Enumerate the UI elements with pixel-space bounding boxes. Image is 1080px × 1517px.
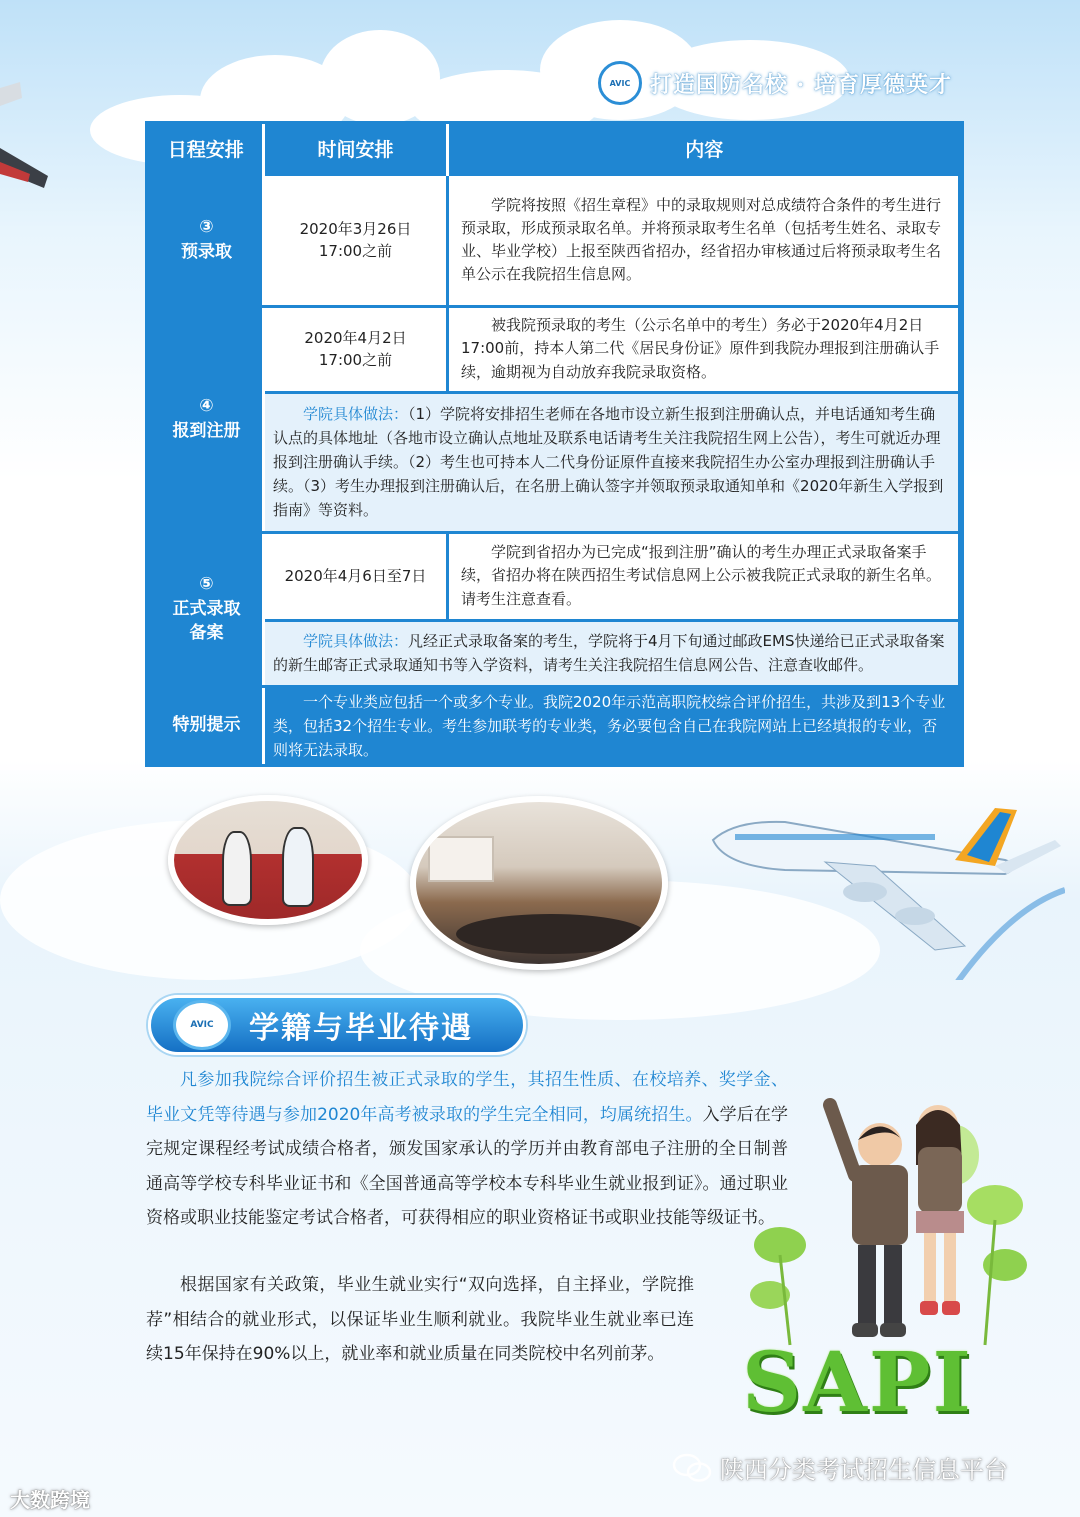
stage-pre-admission	[150, 174, 264, 306]
sapi-logo-text: SAPI	[742, 1335, 973, 1431]
stage-number: ③	[199, 217, 214, 238]
stage-filing	[150, 532, 264, 686]
airplane-icon	[705, 800, 1065, 980]
logo-text: AVIC	[190, 1020, 214, 1030]
practice-lead: 学院具体做法：	[303, 632, 409, 650]
time-filing: 2020年4月6日至7日	[264, 532, 448, 620]
watermark-right-text: 陕西分类考试招生信息平台	[720, 1456, 1008, 1484]
stage-name: 备案	[189, 623, 224, 644]
content-filing: 学院到省招办为已完成“报到注册”确认的考生办理正式录取备案手续，省招办将在陕西招生考试信息网上公示被我院正式录取的新生名单。请考生注意查看。	[448, 532, 960, 620]
stage-name: 报到注册	[172, 421, 241, 441]
person	[282, 827, 314, 907]
practice-lead: 学院具体做法：	[303, 405, 409, 423]
stage-name: 预录取	[181, 242, 232, 262]
time-registration	[264, 306, 448, 392]
paragraph-highlight: 凡参加我院综合评价招生被正式录取的学生，其招生性质、在校培养、奖学金、毕业文凭等待遇与参加2020年高考被录取的学生完全相同，均属统招生。	[146, 1070, 788, 1125]
stage-name: 正式录取	[172, 598, 241, 619]
section-title: 学籍与毕业待遇	[249, 1011, 473, 1046]
stage-number: ⑤	[199, 574, 214, 595]
meeting-table	[456, 914, 646, 954]
admission-schedule-table	[145, 121, 964, 767]
fighter-jet-icon	[0, 78, 56, 198]
header-time: 时间安排	[264, 124, 448, 174]
person	[222, 831, 252, 906]
content-special: 一个专业类应包括一个或多个专业。我院2020年示范高职院校综合评价招生，共涉及到13个专业类，包括32个招生专业。考生参加联考的专业类，务必要包含自己在我院网站上已经填报的专业，否则将无法录取。	[264, 686, 960, 765]
paragraph-employment: 根据国家有关政策，毕业生就业实行“双向选择，自主择业，学院推荐”相结合的就业形式，以保证毕业生顺利就业。我院毕业生就业率已连续15年保持在90%以上，就业率和就业质量在同类院校中名列前茅。	[146, 1275, 694, 1364]
time-date: 2020年3月26日	[299, 219, 412, 238]
practice-text: （1）学院将安排招生老师在各地市设立新生报到注册确认点，并电话通知考生确认点的具体地址（各地市设立确认点地址及联系电话请考生关注我院招生网上公告），考生可就近办理报到注册确认手续。（2）考生也可持本人二代身份证原件直接来我院招生办公室办理报到注册确认手续。（3）考生办理报到注册确认后，在名册上确认签字并领取预录取通知单和《2020年新生入学报到指南》等资料。	[273, 405, 944, 519]
meeting-photo	[410, 796, 668, 970]
time-deadline: 17:00之前	[318, 242, 393, 260]
paragraph-status	[146, 1063, 788, 1236]
slogan-text: 打造国防名校 · 培育厚德英才	[650, 71, 952, 98]
watermark-right	[672, 1450, 1008, 1485]
stage-special: 特别提示	[150, 686, 264, 765]
paragraph-text: 入学后在学完规定课程经考试成绩合格者，颁发国家承认的学历并由教育部电子注册的全日制普通高等学校专科毕业证书和《全国普通高等学校本专科毕业生就业报到证》。通过职业资格或职业技能鉴定考试合格者，可获得相应的职业资格证书或职业技能等级证书。	[146, 1104, 789, 1228]
content-registration: 被我院预录取的考生（公示名单中的考生）务必于2020年4月2日17:00前，持本人第二代《居民身份证》原件到我院办理报到注册确认手续，逾期视为自动放弃我院录取资格。	[448, 306, 960, 392]
practice-registration	[264, 392, 960, 532]
time-deadline: 17:00之前	[318, 351, 393, 369]
ceremony-photo	[168, 795, 368, 925]
watermark-left	[10, 1484, 90, 1513]
section-heading-banner	[148, 995, 526, 1055]
practice-filing	[264, 620, 960, 686]
time-date: 2020年4月2日	[304, 328, 407, 347]
content-pre-admission: 学院将按照《招生章程》中的录取规则对总成绩符合条件的考生进行预录取，形成预录取名单。并将预录取考生名单（包括考生姓名、录取专业、毕业学校）上报至陕西省招办，经省招办审核通过后将预录取考生名单公示在我院招生信息网。	[448, 174, 960, 306]
logo-text: AVIC	[609, 78, 631, 88]
header-schedule: 日程安排	[150, 124, 264, 174]
wechat-icon	[672, 1452, 712, 1484]
header-slogan	[598, 60, 952, 106]
time-pre-admission	[264, 174, 448, 306]
stage-number: ④	[199, 396, 214, 417]
practice-text: 凡经正式录取备案的考生，学院将于4月下旬通过邮政EMS快递给已正式录取备案的新生邮寄正式录取通知书等入学资料，请考生关注我院招生信息网公告、注意查收邮件。	[273, 632, 945, 674]
header-content: 内容	[448, 124, 960, 174]
avic-logo-icon	[173, 1000, 231, 1050]
stage-registration	[150, 306, 264, 532]
avic-logo-icon	[598, 61, 642, 105]
watermark-left-text: 大数跨境	[10, 1488, 90, 1512]
projection-screen	[428, 836, 494, 882]
